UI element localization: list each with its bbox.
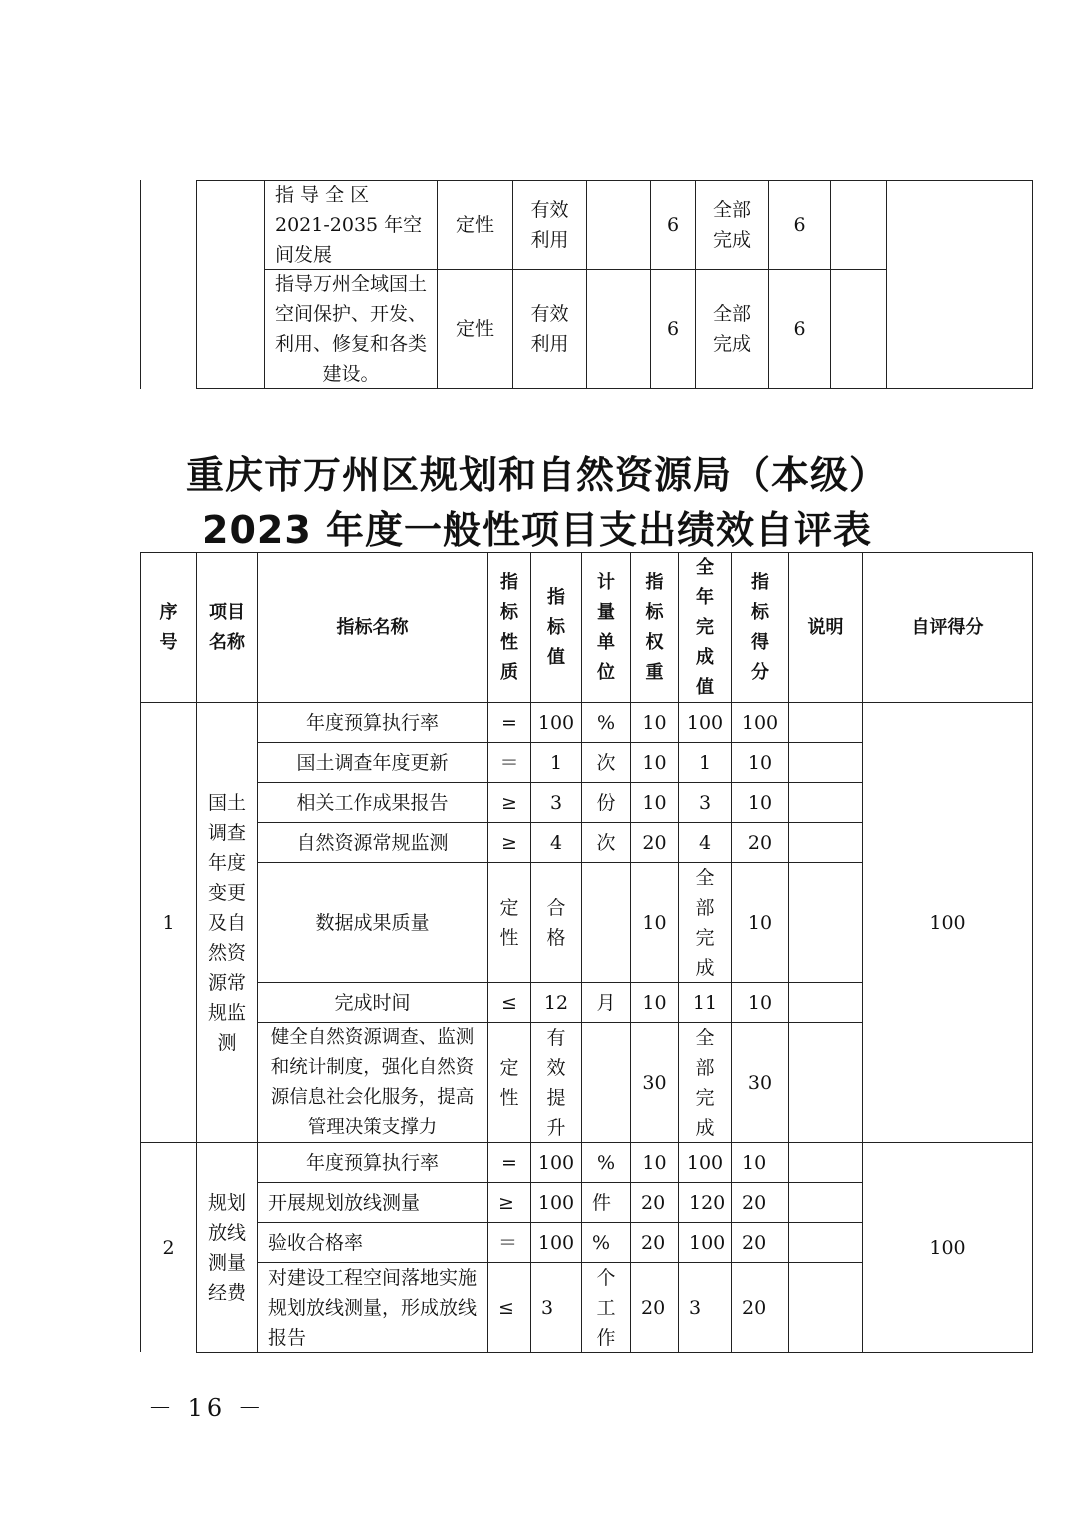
table-row-weight: 10	[642, 991, 667, 1014]
indicator-weight: 6	[666, 318, 680, 340]
header-score: 指标得分	[751, 571, 769, 683]
table-row-name: 自然资源常规监测	[296, 831, 449, 854]
table-row-nature: 定性	[499, 1056, 519, 1109]
table-row-weight: 30	[642, 1071, 667, 1094]
table-row-nature: ≥	[501, 791, 517, 814]
table-row-annual: 100	[686, 711, 724, 734]
header-unit: 计量单位	[597, 571, 615, 683]
table-row-weight: 20	[641, 1296, 666, 1319]
table-row-value: 12	[543, 991, 569, 1014]
table-row-nature: =	[501, 1151, 517, 1174]
table-row-unit: 次	[596, 831, 616, 854]
table-row-nature: ≥	[501, 831, 517, 854]
project-self-score: 100	[929, 1236, 966, 1259]
table-row-annual: 100	[689, 1231, 726, 1254]
table-row-weight: 20	[642, 831, 667, 854]
table-row-nature: 定性	[499, 896, 519, 949]
table-row-unit	[582, 1023, 630, 1142]
table-row-name: 年度预算执行率	[305, 1151, 439, 1174]
header-annual: 全年完成值	[696, 556, 714, 698]
table-row-annual: 全部完成	[695, 1026, 715, 1139]
indicator-weight: 6	[666, 214, 680, 236]
indicator-name: 指导万州全域国土空间保护、开发、利用、修复和各类建设。	[274, 273, 427, 385]
table-row-weight: 10	[642, 911, 667, 934]
annual-value: 全部完成	[712, 199, 751, 251]
table-row-value: 3	[549, 791, 563, 814]
indicator-score: 6	[793, 318, 806, 340]
table-row-annual: 全部完成	[695, 866, 715, 979]
table-row-score: 10	[742, 1151, 767, 1174]
indicator-value: 有效利用	[530, 303, 569, 355]
table-row-weight: 10	[642, 791, 667, 814]
table-row-annual: 3	[698, 791, 712, 814]
table-row-unit: %	[592, 1231, 611, 1254]
table-row-weight: 10	[642, 711, 667, 734]
table-row-score: 30	[747, 1071, 773, 1094]
table-row-name: 健全自然资源调查、监测和统计制度，强化自然资源信息社会化服务，提高管理决策支撑力	[270, 1026, 475, 1138]
table-row-value: 1	[549, 751, 563, 774]
table-row-unit: 月	[596, 991, 616, 1014]
table-row-name: 相关工作成果报告	[296, 791, 449, 814]
table-row-unit: 份	[596, 791, 616, 814]
project-name: 规划放线测量经费	[207, 1191, 246, 1304]
table-row-name: 验收合格率	[268, 1231, 364, 1254]
indicator-value: 有效利用	[530, 199, 569, 251]
table-row-nature: ≤	[498, 1296, 514, 1319]
table-row-score: 10	[747, 751, 773, 774]
table-row-annual: 120	[689, 1191, 726, 1214]
table-row-score: 20	[742, 1231, 767, 1254]
table-row-score: 10	[747, 911, 773, 934]
table-row-score: 100	[741, 711, 779, 734]
header-seq: 序号	[159, 601, 178, 653]
project-seq: 2	[162, 1236, 175, 1259]
table-row-unit	[582, 863, 630, 982]
table-row-nature: ＝	[498, 1231, 518, 1254]
table-row-unit: %	[596, 711, 616, 734]
table-row-value: 100	[537, 1231, 575, 1254]
table-row-weight: 20	[641, 1191, 666, 1214]
table-row-annual: 100	[686, 1151, 724, 1174]
table-row-value: 3	[541, 1296, 554, 1319]
header-weight: 指标权重	[645, 571, 664, 683]
indicator-score: 6	[793, 214, 806, 236]
page-title: 重庆市万州区规划和自然资源局（本级）	[185, 453, 888, 497]
table-row-nature: ＝	[499, 751, 519, 774]
table-row-value: 100	[537, 1191, 575, 1214]
project-seq: 1	[162, 911, 175, 934]
table-row-value: 100	[537, 1151, 575, 1174]
table-row-value: 合格	[546, 896, 566, 949]
table-row-unit: 次	[596, 751, 616, 774]
table-row-name: 完成时间	[334, 991, 411, 1014]
table-row-nature: ≥	[498, 1191, 514, 1214]
table-row-weight: 20	[641, 1231, 666, 1254]
header-note: 说明	[807, 616, 844, 638]
header-self-score: 自评得分	[911, 616, 984, 638]
table-row-value: 100	[537, 711, 575, 734]
table-row-unit: %	[596, 1151, 616, 1174]
table-row-unit: 个工作	[596, 1266, 616, 1349]
page-subtitle: 2023 年度一般性项目支出绩效自评表	[202, 508, 872, 552]
table-row-nature: ≤	[501, 991, 517, 1014]
indicator-nature: 定性	[455, 318, 494, 340]
table-row-name: 数据成果质量	[315, 911, 430, 934]
table-row-weight: 10	[642, 1151, 667, 1174]
table-row-nature: =	[501, 711, 517, 734]
table-row-value: 4	[549, 831, 563, 854]
table-row-name: 对建设工程空间落地实施规划放线测量，形成放线报告	[268, 1266, 478, 1349]
table-row-score: 20	[742, 1191, 767, 1214]
page-number: － 16 －	[148, 1394, 266, 1422]
table-row-annual: 3	[689, 1296, 702, 1319]
indicator-nature: 定性	[455, 214, 494, 236]
table-row-weight: 10	[642, 751, 667, 774]
header-value: 指标值	[547, 586, 565, 668]
table-row-name: 开展规划放线测量	[268, 1191, 421, 1214]
table-row-annual: 1	[698, 751, 712, 774]
table-row-score: 20	[742, 1296, 767, 1319]
table-row-score: 20	[747, 831, 773, 854]
header-project: 项目名称	[209, 601, 245, 653]
table-row-name: 年度预算执行率	[305, 711, 439, 734]
table-row-score: 10	[747, 791, 773, 814]
project-name: 国土调查年度变更及自然资源常规监测	[207, 791, 246, 1054]
table-row-unit: 件	[592, 1191, 612, 1214]
table-row-score: 10	[747, 991, 773, 1014]
table-row-annual: 4	[698, 831, 712, 854]
project-self-score: 100	[929, 911, 966, 934]
table-row-annual: 11	[692, 991, 718, 1014]
table-row-name: 国土调查年度更新	[296, 751, 449, 774]
annual-value: 全部完成	[712, 303, 751, 355]
table-row-value: 有效提升	[546, 1026, 566, 1139]
header-nature: 指标性质	[500, 571, 518, 683]
header-indicator: 指标名称	[336, 616, 409, 638]
indicator-name: 指 导 全 区 2021-2035 年空间发展	[275, 184, 423, 266]
